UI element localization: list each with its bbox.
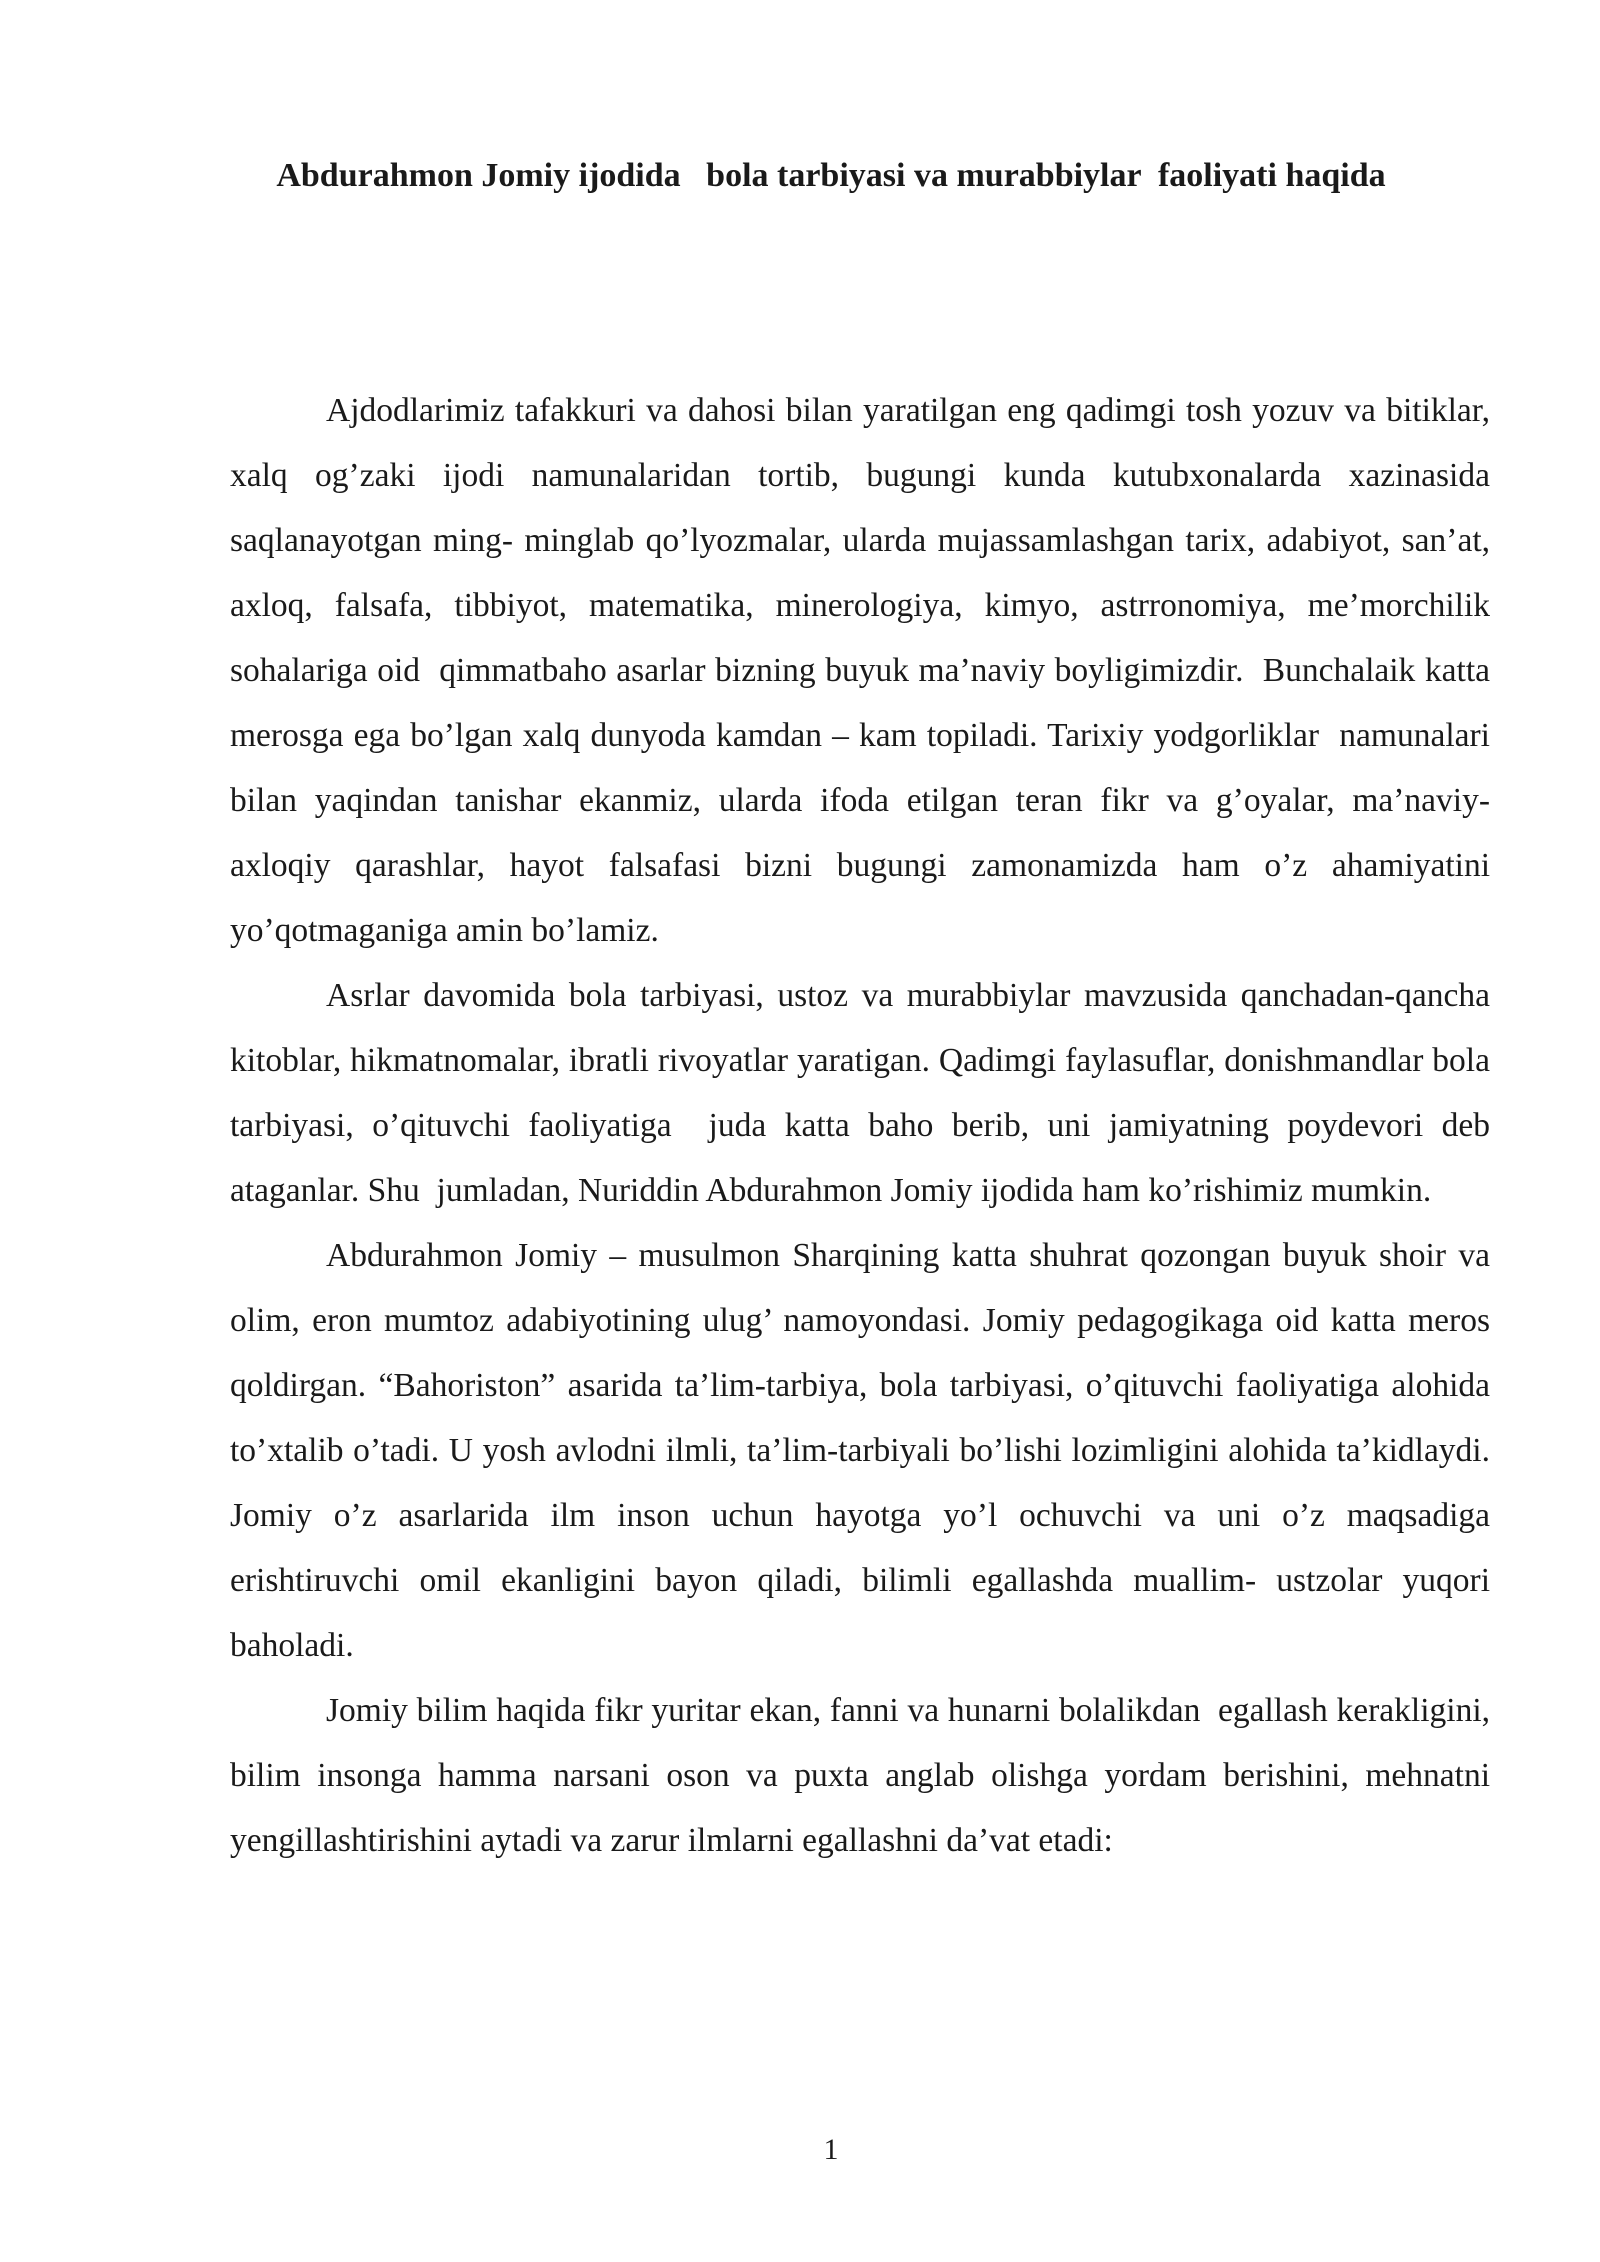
paragraph-4: Jomiy bilim haqida fikr yuritar ekan, fanni va hunarni bolalikdan egallash kerakligini, bilim insonga hamma narsani oson va puxta anglab olishga yordam berishini, mehnatni yengillashtirishini aytadi va zarur ilmlarni egallashni da’vat etadi: (230, 1692, 1499, 1859)
paragraph-2: Asrlar davomida bola tarbiyasi, ustoz va murabbiylar mavzusida qanchadan-qancha kitoblar, hikmatnomalar, ibratli rivoyatlar yaratigan. Qadimgi faylasuflar, donishmandlar bola tarbiyasi, o’qituvchi faoliyatiga juda katta baho berib, uni jamiyatning poydevori deb ataganlar. Shu jumladan, Nuriddin Abdurahmon Jomiy ijodida ham ko’rishimiz mumkin. (230, 977, 1499, 1209)
paragraph-3: Abdurahmon Jomiy – musulmon Sharqining katta shuhrat qozongan buyuk shoir va olim, eron mumtoz adabiyotining ulug’ namoyondasi. Jomiy pedagogikaga oid katta meros qoldirgan. “Bahoriston” asarida ta’lim-tarbiya, bola tarbiyasi, o’qituvchi faoliyatiga alohida to’xtalib o’tadi. U yosh avlodni ilmli, ta’lim-tarbiyali bo’lishi lozimligini alohida ta’kidlaydi. Jomiy o’z asarlarida ilm inson uchun hayotga yo’l ochuvchi va uni o’z maqsadiga erishtiruvchi omil ekanligini bayon qiladi, bilimli egallashda muallim- ustzolar yuqori baholadi. (230, 1237, 1499, 1664)
document-body (230, 378, 1499, 1873)
document-title: Abdurahmon Jomiy ijodida bola tarbiyasi va murabbiylar faoliyati haqida (276, 157, 1386, 194)
page-number: 1 (823, 2133, 839, 2166)
paragraph-1: Ajdodlarimiz tafakkuri va dahosi bilan yaratilgan eng qadimgi tosh yozuv va bitiklar, xalq og’zaki ijodi namunalaridan tortib, bugungi kunda kutubxonalarda xazinasida saqlanayotgan ming- minglab qo’lyozmalar, ularda mujassamlashgan tarix, adabiyot, san’at, axloq, falsafa, tibbiyot, matematika, minerologiya, kimyo, astrronomiya, me’morchilik sohalariga oid qimmatbaho asarlar bizning buyuk ma’naviy boyligimizdir. Bunchalaik katta merosga ega bo’lgan xalq dunyoda kamdan – kam topiladi. Tarixiy yodgorliklar namunalari bilan yaqindan tanishar ekanmiz, ularda ifoda etilgan teran fikr va g’oyalar, ma’naviy- axloqiy qarashlar, hayot falsafasi bizni bugungi zamonamizda ham o’z ahamiyatini yo’qotmaganiga amin bo’lamiz. (230, 392, 1499, 949)
